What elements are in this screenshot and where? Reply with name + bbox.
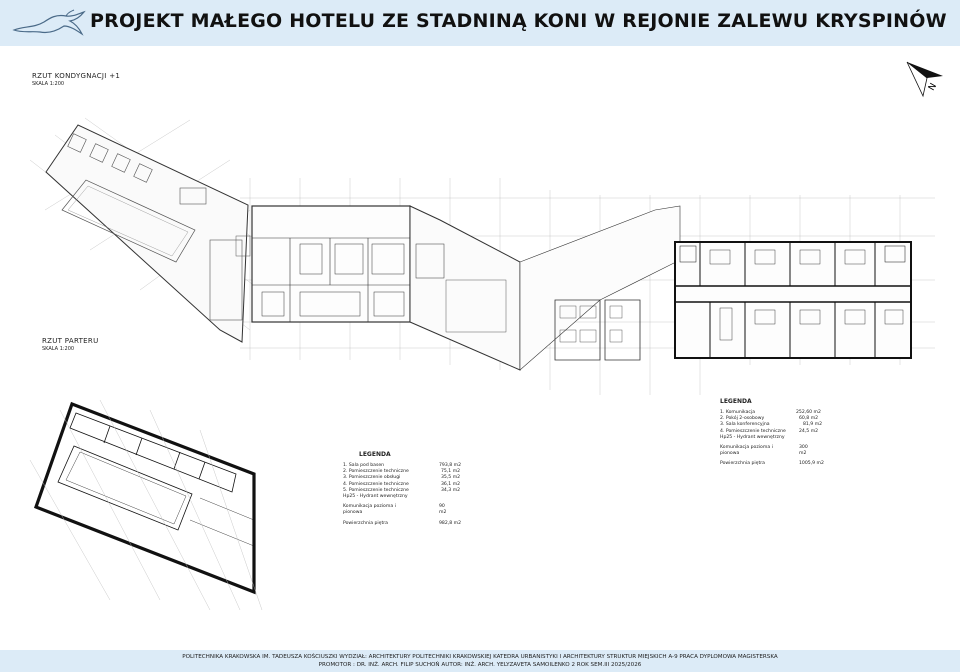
legend-item: 3. Sala konferencyjna 81,9 m2 — [720, 422, 823, 428]
upper-plan-central-block — [252, 206, 520, 370]
page-title: PROJEKT MAŁEGO HOTELU ZE STADNINĄ KONI W REJONIE ZALEWU KRYSPINÓW — [90, 10, 947, 32]
upper-plan-legend — [720, 398, 830, 468]
legend-item: 5. Pomieszczenie techniczne 34,3 m2 — [343, 487, 461, 493]
legend-title: LEGENDA — [359, 451, 391, 458]
legend-item: 2. Pokój 2-osobowy 60,8 m2 — [720, 416, 819, 422]
upper-plan-scale: SKALA 1:200 — [32, 81, 65, 87]
footer-author: PROMOTOR : DR. INŻ. ARCH. FILIP SUCHOŃ AUTOR: INŻ. ARCH. YELYZAVETA SAMOILENKO 2 ROK SEM.III 2025/2026 — [318, 662, 642, 668]
legend-item: 3. Pomieszczenie obsługi 35,5 m2 — [343, 475, 461, 481]
ground-plan-legend — [343, 451, 468, 527]
upper-plan-title: RZUT KONDYGNACJI +1 — [32, 72, 121, 80]
legend-item: 4. Pomieszczenie techniczne 24,5 m2 — [720, 428, 819, 434]
ground-plan-scale: SKALA 1:200 — [42, 346, 75, 352]
legend-item: Hp25 - Hydrant wewnętrzny — [720, 434, 785, 440]
legend-item: 1. Komunikacja 252,60 m2 — [720, 410, 821, 415]
legend-item: Hp25 - Hydrant wewnętrzny — [343, 494, 408, 500]
legend-item: 2. Pomieszczenie techniczne 75,1 m2 — [343, 469, 461, 475]
legend-communication: Komunikacja pozioma i pionowa 300 m2 — [720, 445, 808, 457]
footer-banner — [0, 650, 960, 672]
legend-item: 1. Sala pod basen 793,8 m2 — [343, 463, 462, 468]
legend-communication: Komunikacja pozioma i pionowa 90 m2 — [343, 504, 447, 516]
ground-plan — [36, 404, 254, 592]
upper-plan-hotel-block — [675, 242, 911, 358]
upper-plan-left-wing — [46, 125, 250, 342]
legend-item: 4. Pomieszczenie techniczne 36,1 m2 — [343, 481, 461, 487]
footer-institution: POLITECHNIKA KRAKOWSKA IM. TADEUSZA KOŚCIUSZKI WYDZIAŁ: ARCHITEKTURY POLITECHNIKI KRAKOWSKIEJ KATEDRA URBANISTYKI I ARCHITEKTURY STRUKTUR MIEJSKICH A-9 PRACA DYPLOMOWA MAGISTERSKA — [182, 654, 778, 660]
legend-floor-area: Powierzchnia piętra 1005,9 m2 — [720, 461, 824, 467]
north-label: N — [927, 81, 940, 93]
ground-plan-title: RZUT PARTERU — [42, 337, 99, 345]
legend-title: LEGENDA — [720, 398, 752, 405]
legend-floor-area: Powierzchnia piętra 982,8 m2 — [343, 520, 462, 526]
